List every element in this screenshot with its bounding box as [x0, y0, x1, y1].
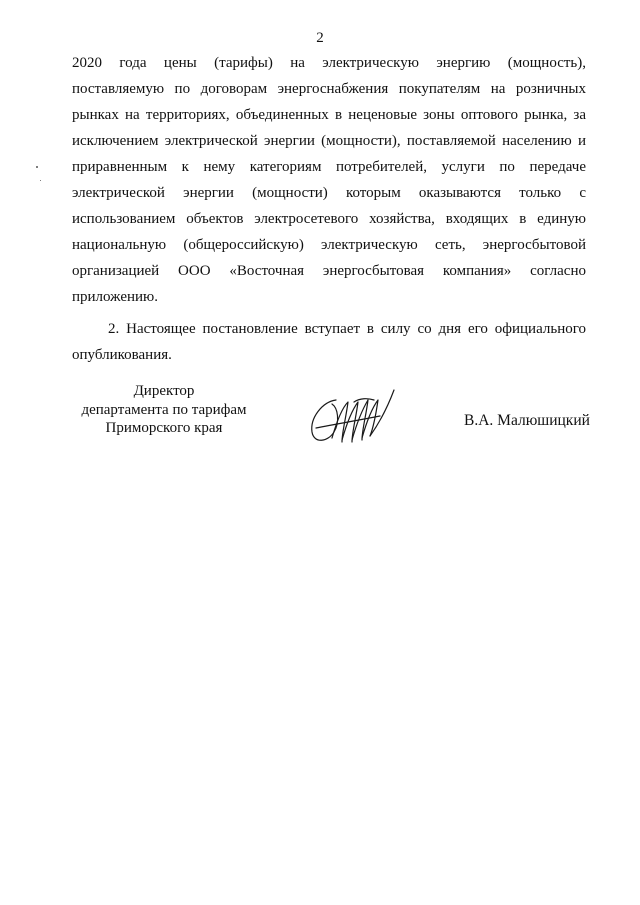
paragraph-tariffs: 2020 года цены (тарифы) на электрическую энергию (мощность), поставляемую по договорам энергоснабжения покупателям на розничных рынках на территориях, объединенных в неценовые зоны оптового рынка, за исключением электрической энергии (мощности), поставляемой населению и приравненным к нему категориям потребителей, услуги по передаче электрической энергии (мощности) которым оказываются только с использованием объектов электросетевого хозяйства, входящих в единую национальную (общероссийскую) электрическую сеть, энергосбытовой организацией ООО «Восточная энергосбытовая компания» согласно приложению. [72, 55, 586, 305]
signer-title [66, 382, 262, 438]
page-number: 2 [316, 30, 324, 46]
handwritten-signature-icon [296, 378, 416, 458]
signer-title-line: департамента по тарифам [81, 401, 247, 418]
scan-speck [40, 180, 41, 181]
scan-speck [36, 166, 38, 168]
signer-title-line: Директор [133, 383, 195, 399]
signer-name: В.А. Малюшицкий [464, 412, 590, 429]
signer-title-line: Приморского края [105, 420, 223, 436]
paragraph-effective-date: 2. Настоящее постановление вступает в силу со дня его официального опубликования. [72, 321, 586, 363]
